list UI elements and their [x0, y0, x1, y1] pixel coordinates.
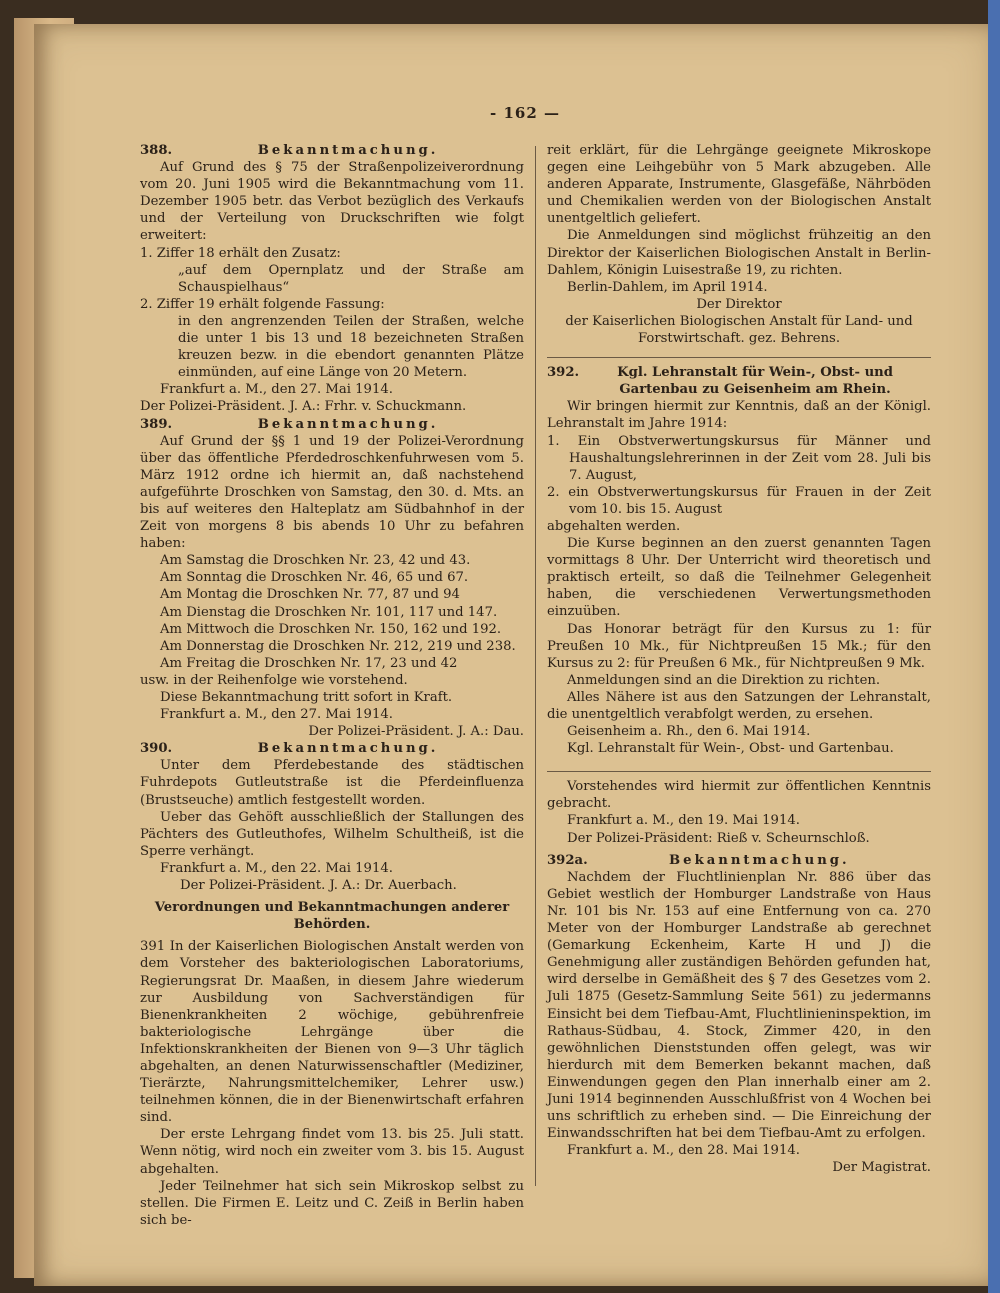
- notice-391-text-5: Die Anmeldungen sind möglichst frühzeitig an den Direktor der Kaiserlichen Biologischen Anstalt in Berlin-Dahlem, Königin Luisestraße 19, zu richten.: [547, 228, 931, 278]
- notice-391-text-3: Jeder Teilnehmer hat sich sein Mikroskop selbst zu stellen. Die Firmen E. Leitz und C. Zeiß in Berlin haben sich be-: [140, 1178, 524, 1228]
- notice-391-text-4: reit erklärt, für die Lehrgänge geeignete Mikroskope gegen eine Leihgebühr von 5 Mark abzugeben. Alle anderen Apparate, Instrumente, Glasgefäße, Nährböden und Chemikalien werden von der Biologischen Anstalt unentgeltlich geliefert.: [547, 143, 931, 227]
- right-column: [547, 142, 931, 1176]
- column-divider: [535, 146, 536, 1186]
- notice-390-signature: Der Polizei-Präsident. J. A.: Dr. Auerbach.: [180, 878, 457, 894]
- notice-389-kraft: Diese Bekanntmachung tritt sofort in Kraft.: [160, 690, 453, 705]
- separator-rule: [547, 357, 931, 358]
- notice-388-date: Frankfurt a. M., den 27. Mai 1914.: [160, 382, 393, 398]
- notice-391-signature-1: Der Direktor: [696, 296, 782, 312]
- notice-390-date: Frankfurt a. M., den 22. Mai 1914.: [160, 860, 393, 876]
- left-column: [140, 142, 524, 1229]
- notice-392-text-2: Die Kurse beginnen an den zuerst genannten Tagen vormittags 8 Uhr. Der Unterricht wird theoretisch und praktisch erteilt, so daß die Teilnehmer Gelegenheit haben, die verschiedenen Verwertungsmethoden einzuüben.: [547, 536, 931, 620]
- course-item-1: 1. Ein Obstverwertungskursus für Männer und Haushaltungslehrerinnen in der Zeit vom 28. Juli bis 7. August,: [547, 433, 931, 483]
- notice-392-details: Alles Nähere ist aus den Satzungen der Lehranstalt, die unentgeltlich verabfolgt werden, zu ersehen.: [547, 689, 931, 722]
- droschken-line: Am Samstag die Droschken Nr. 23, 42 und 43.: [160, 553, 471, 569]
- notice-388-item-1-text: „auf dem Opernplatz und der Straße am Schauspielhaus“: [178, 262, 524, 295]
- notice-389-heading: 389. Bekanntmachung.: [140, 416, 439, 432]
- separator-rule: [547, 771, 931, 772]
- notice-392-heading: 392. Kgl. Lehranstalt für Wein-, Obst- und Gartenbau zu Geisenheim am Rhein.: [547, 365, 893, 398]
- notice-388-item-1: 1. Ziffer 18 erhält den Zusatz:: [140, 245, 341, 261]
- notice-388-signature: Der Polizei-Präsident. J. A.: Frhr. v. Schuckmann.: [140, 399, 467, 415]
- notice-392-publication-date: Frankfurt a. M., den 19. Mai 1914.: [567, 813, 800, 829]
- droschken-line: Am Donnerstag die Droschken Nr. 212, 219 und 238.: [160, 638, 516, 654]
- notice-390-heading: 390. Bekanntmachung.: [140, 741, 439, 757]
- notice-391-text-1: 391 In der Kaiserlichen Biologischen Anstalt werden von dem Vorsteher des bakteriologischen Laboratoriums, Regierungsrat Dr. Maaßen, in diesem Jahre wiederum zur Ausbildung von Sachverständigen für Bienenkrankheiten 2 wöchige, gebührenfreie bakteriologische Lehrgänge über die Infektionskrankheiten der Bienen von 9—3 Uhr täglich abgehalten, an denen Naturwissenschaftler (Mediziner, Tierärzte, Nahrungsmittelchemiker, Lehrer usw.) teilnehmen können, die in der Bienenwirtschaft erfahren sind.: [140, 939, 524, 1126]
- notice-389-signature: Der Polizei-Präsident. J. A.: Dau.: [308, 724, 524, 740]
- scan-border: [988, 0, 1000, 1293]
- notice-388-item-2-text: in den angrenzenden Teilen der Straßen, welche die unter 1 bis 13 und 18 bezeichneten Straßen kreuzen bezw. in die ebendort genannten Plätze einmünden, auf eine Länge von 20 Metern.: [178, 313, 524, 381]
- notice-388-text: Auf Grund des § 75 der Straßenpolizeiverordnung vom 20. Juni 1905 wird die Bekanntmachung vom 11. Dezember 1905 betr. das Verbot bezüglich des Verkaufs und der Verteilung von Druckschriften wie folgt erweitert:: [140, 160, 524, 244]
- droschken-line: Am Montag die Droschken Nr. 77, 87 und 94: [160, 587, 460, 603]
- droschken-line: Am Freitag die Droschken Nr. 17, 23 und 42: [160, 655, 458, 671]
- notice-392-registration: Anmeldungen sind an die Direktion zu richten.: [567, 672, 881, 688]
- notice-392a-date: Frankfurt a. M., den 28. Mai 1914.: [567, 1143, 800, 1159]
- notice-388-item-2: 2. Ziffer 19 erhält folgende Fassung:: [140, 296, 385, 312]
- notice-390-text-2: Ueber das Gehöft ausschließlich der Stallungen des Pächters des Gutleuthofes, Wilhelm Schultheiß, ist die Sperre verhängt.: [140, 809, 524, 859]
- notice-392a-signature: Der Magistrat.: [832, 1160, 931, 1176]
- droschken-line: Am Mittwoch die Droschken Nr. 150, 162 und 192.: [160, 621, 502, 637]
- notice-390-text-1: Unter dem Pferdebestande des städtischen Fuhrdepots Gutleutstraße ist die Pferdeinfluenza (Brustseuche) amtlich festgestellt worden.: [140, 758, 524, 808]
- droschken-line: Am Dienstag die Droschken Nr. 101, 117 und 147.: [160, 604, 498, 620]
- notice-392-fees: Das Honorar beträgt für den Kursus zu 1: für Preußen 10 Mk., für Nichtpreußen 15 Mk.; für den Kursus zu 2: für Preußen 6 Mk., für Nichtpreußen 9 Mk.: [547, 621, 931, 671]
- notice-392-signature: Kgl. Lehranstalt für Wein-, Obst- und Gartenbau.: [567, 741, 894, 757]
- notice-392-text: Wir bringen hiermit zur Kenntnis, daß an der Königl. Lehranstalt im Jahre 1914:: [547, 399, 931, 432]
- section-heading: Verordnungen und Bekanntmachungen anderer Behörden.: [154, 900, 510, 933]
- notice-392-publication-signature: Der Polizei-Präsident: Rieß v. Scheurnschloß.: [567, 830, 870, 846]
- notice-391-signature-2: der Kaiserlichen Biologischen Anstalt für Land- und Forstwirtschaft. gez. Behrens.: [565, 313, 913, 347]
- page-number: - 162 —: [490, 104, 560, 122]
- course-item-2: 2. ein Obstverwertungskursus für Frauen in der Zeit vom 10. bis 15. August: [547, 484, 931, 517]
- notice-392a-heading: 392a. Bekanntmachung.: [547, 852, 850, 868]
- notice-392-publication: Vorstehendes wird hiermit zur öffentlichen Kenntnis gebracht.: [547, 779, 931, 812]
- notice-389-usw: usw. in der Reihenfolge wie vorstehend.: [140, 672, 408, 688]
- notice-391-text-2: Der erste Lehrgang findet vom 13. bis 25. Juli statt. Wenn nötig, wird noch ein zweiter vom 3. bis 15. August abgehalten.: [140, 1127, 524, 1177]
- notice-389-text: Auf Grund der §§ 1 und 19 der Polizei-Verordnung über das öffentliche Pferdedroschkenfuhrwesen vom 5. März 1912 ordne ich hiermit an, daß nachstehend aufgeführte Droschken von Samstag, den 30. d. Mts. an bis auf weiteres den Halteplatz am Südbahnhof in der Zeit von morgens 8 bis abends 10 Uhr zu befahren haben:: [140, 433, 524, 552]
- notice-392-abgehalten: abgehalten werden.: [547, 518, 681, 534]
- notice-392a-text: Nachdem der Fluchtlinienplan Nr. 886 über das Gebiet westlich der Homburger Landstraße von Haus Nr. 101 bis Nr. 153 auf eine Entfernung von ca. 270 Meter von der Homburger Landstraße ab gerechnet (Gemarkung Eckenheim, Karte H und J) die Genehmigung aller zuständigen Behörden gefunden hat, wird derselbe in Gemäßheit des § 7 des Gesetzes vom 2. Juli 1875 (Gesetz-Sammlung Seite 561) zu jedermanns Einsicht bei dem Tiefbau-Amt, Fluchtlinieninspektion, im Rathaus-Südbau, 4. Stock, Zimmer 420, in den gewöhnlichen Dienststunden offen gelegt, was wir hierdurch mit dem Bemerken bekannt machen, daß Einwendungen gegen den Plan innerhalb einer am 2. Juni 1914 beginnenden Ausschlußfrist von 4 Wochen bei uns schriftlich zu erheben sind. — Die Einreichung der Einwandsschriften hat bei dem Tiefbau-Amt zu erfolgen.: [547, 869, 931, 1142]
- notice-388-heading: 388. Bekanntmachung.: [140, 143, 439, 158]
- notice-391-date: Berlin-Dahlem, im April 1914.: [567, 279, 768, 295]
- notice-389-date: Frankfurt a. M., den 27. Mai 1914.: [160, 707, 393, 723]
- droschken-line: Am Sonntag die Droschken Nr. 46, 65 und 67.: [160, 570, 469, 586]
- notice-392-date: Geisenheim a. Rh., den 6. Mai 1914.: [567, 724, 811, 740]
